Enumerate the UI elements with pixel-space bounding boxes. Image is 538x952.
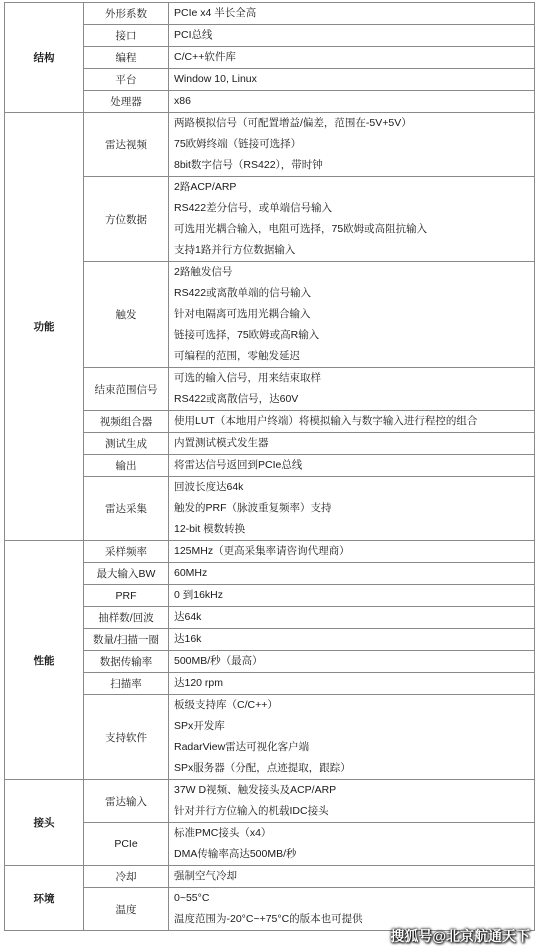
row-value <box>169 866 535 888</box>
value-line: 链接可选择，75欧姆或高R输入 <box>174 329 320 341</box>
value-line: 达64k <box>174 611 202 623</box>
value-line: PCI总线 <box>174 29 213 41</box>
row-name: PRF <box>84 585 169 607</box>
row-name: 输出 <box>84 455 169 477</box>
table-row <box>5 411 535 433</box>
section-category: 结构 <box>5 3 84 113</box>
row-name: 雷达输入 <box>84 780 169 823</box>
row-value <box>169 673 535 695</box>
row-value <box>169 47 535 69</box>
table-row <box>5 477 535 541</box>
value-line: RS422或离散信号，达60V <box>174 393 299 405</box>
table-row <box>5 91 535 113</box>
value-line: 75欧姆终端（链接可选择） <box>174 138 302 150</box>
value-line: 达16k <box>174 633 202 645</box>
section-category: 功能 <box>5 113 84 541</box>
value-line: Window 10, Linux <box>174 73 257 85</box>
row-value <box>169 541 535 563</box>
row-value <box>169 25 535 47</box>
row-name: 测试生成 <box>84 433 169 455</box>
table-row <box>5 823 535 866</box>
table-row <box>5 262 535 368</box>
table-row <box>5 607 535 629</box>
value-line: 2路ACP/ARP <box>174 181 237 193</box>
table-row <box>5 780 535 823</box>
watermark: 搜狐号@北京航通天下 <box>390 928 530 944</box>
spec-table <box>4 2 535 931</box>
table-row <box>5 25 535 47</box>
value-line: 可编程的范围，零触发延迟 <box>174 350 300 362</box>
row-value <box>169 695 535 780</box>
row-value <box>169 629 535 651</box>
spec-table-body <box>5 3 535 931</box>
value-line: 8bit数字信号（RS422），带时钟 <box>174 159 323 171</box>
row-value <box>169 177 535 262</box>
value-line: 两路模拟信号（可配置增益/偏差，范围在-5V+5V） <box>174 117 412 129</box>
row-name: 最大输入BW <box>84 563 169 585</box>
row-name: 温度 <box>84 888 169 931</box>
row-name: 采样频率 <box>84 541 169 563</box>
row-name: 雷达视频 <box>84 113 169 177</box>
value-line: RS422或离散单端的信号输入 <box>174 287 312 299</box>
table-row <box>5 673 535 695</box>
value-line: 可选用光耦合输入，电阻可选择，75欧姆或高阻抗输入 <box>174 223 428 235</box>
table-row <box>5 433 535 455</box>
value-line: 强制空气冷却 <box>174 870 237 882</box>
table-row <box>5 47 535 69</box>
row-value <box>169 477 535 541</box>
row-value <box>169 780 535 823</box>
value-line: 触发的PRF（脉波重复频率）支持 <box>174 502 332 514</box>
table-row <box>5 695 535 780</box>
value-line: 0~55°C <box>174 892 210 904</box>
value-line: 标准PMC接头（x4） <box>174 827 272 839</box>
table-row <box>5 888 535 931</box>
value-line: 2路触发信号 <box>174 266 233 278</box>
row-name: 支持软件 <box>84 695 169 780</box>
table-row <box>5 177 535 262</box>
row-name: 编程 <box>84 47 169 69</box>
value-line: 500MB/秒（最高） <box>174 655 263 667</box>
section-category: 性能 <box>5 541 84 780</box>
table-row <box>5 3 535 25</box>
table-row <box>5 866 535 888</box>
value-line: 60MHz <box>174 567 208 579</box>
row-value <box>169 69 535 91</box>
value-line: C/C++软件库 <box>174 51 236 63</box>
row-name: 方位数据 <box>84 177 169 262</box>
value-line: 针对并行方位输入的机载IDC接头 <box>174 805 329 817</box>
row-name: 数据传输率 <box>84 651 169 673</box>
value-line: 回波长度达64k <box>174 481 244 493</box>
table-row <box>5 455 535 477</box>
section-category: 接头 <box>5 780 84 866</box>
row-value <box>169 585 535 607</box>
row-value <box>169 888 535 931</box>
table-row <box>5 541 535 563</box>
row-value <box>169 433 535 455</box>
section-category: 环境 <box>5 866 84 931</box>
value-line: 支持1路并行方位数据输入 <box>174 244 296 256</box>
row-value <box>169 563 535 585</box>
value-line: PCIe x4 半长全高 <box>174 7 257 19</box>
row-name: 扫描率 <box>84 673 169 695</box>
row-value <box>169 607 535 629</box>
row-name: 冷却 <box>84 866 169 888</box>
table-row <box>5 585 535 607</box>
value-line: 可选的输入信号，用来结束取样 <box>174 372 321 384</box>
value-line: x86 <box>174 95 191 107</box>
table-row <box>5 563 535 585</box>
value-line: SPx开发库 <box>174 720 225 732</box>
row-value <box>169 823 535 866</box>
row-name: 抽样数/回波 <box>84 607 169 629</box>
row-value <box>169 3 535 25</box>
table-row <box>5 629 535 651</box>
table-row <box>5 113 535 177</box>
row-name: 结束范围信号 <box>84 368 169 411</box>
row-value <box>169 113 535 177</box>
value-line: 125MHz（更高采集率请咨询代理商） <box>174 545 350 557</box>
value-line: 使用LUT（本地用户终端）将模拟输入与数字输入进行程控的组合 <box>174 415 478 427</box>
row-name: 接口 <box>84 25 169 47</box>
row-name: 外形系数 <box>84 3 169 25</box>
row-value <box>169 455 535 477</box>
row-value <box>169 91 535 113</box>
row-name: PCIe <box>84 823 169 866</box>
row-name: 平台 <box>84 69 169 91</box>
value-line: RadarView雷达可视化客户端 <box>174 741 310 753</box>
value-line: 0 到16kHz <box>174 589 224 601</box>
row-name: 视频组合器 <box>84 411 169 433</box>
row-name: 雷达采集 <box>84 477 169 541</box>
value-line: 温度范围为-20°C~+75°C的版本也可提供 <box>174 913 363 925</box>
value-line: SPx服务器（分配，点迹提取，跟踪） <box>174 762 351 774</box>
row-value <box>169 262 535 368</box>
value-line: RS422差分信号，或单端信号输入 <box>174 202 333 214</box>
row-value <box>169 411 535 433</box>
row-name: 数量/扫描一圈 <box>84 629 169 651</box>
value-line: 针对电隔离可选用光耦合输入 <box>174 308 311 320</box>
value-line: DMA传输率高达500MB/秒 <box>174 848 297 860</box>
value-line: 37W D视频、触发接头及ACP/ARP <box>174 784 337 796</box>
row-name: 触发 <box>84 262 169 368</box>
value-line: 内置测试模式发生器 <box>174 437 269 449</box>
row-value <box>169 651 535 673</box>
table-row <box>5 651 535 673</box>
value-line: 将雷达信号返回到PCIe总线 <box>174 459 303 471</box>
table-row <box>5 368 535 411</box>
row-name: 处理器 <box>84 91 169 113</box>
row-value <box>169 368 535 411</box>
value-line: 达120 rpm <box>174 677 224 689</box>
value-line: 12-bit 模数转换 <box>174 523 246 535</box>
value-line: 板级支持库（C/C++） <box>174 699 278 711</box>
table-row <box>5 69 535 91</box>
